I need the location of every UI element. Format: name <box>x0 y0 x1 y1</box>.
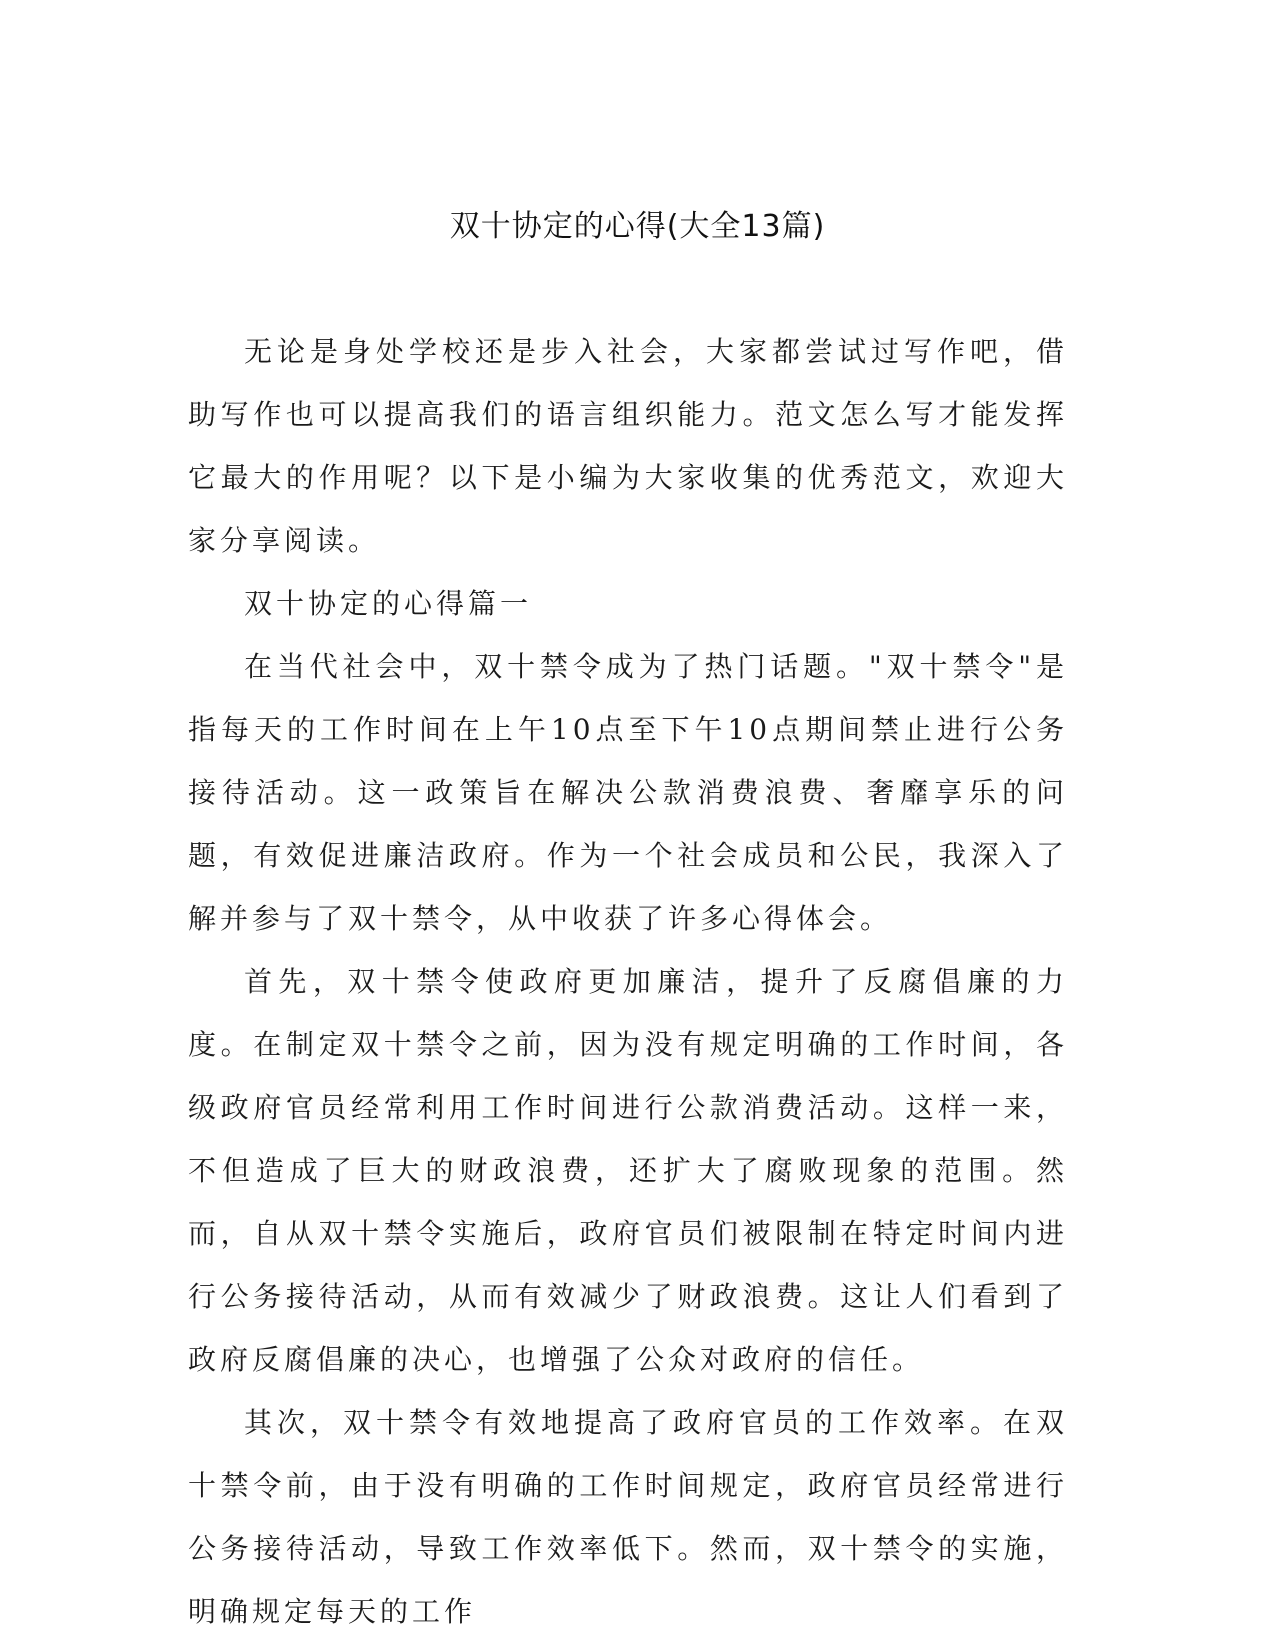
section-heading: 双十协定的心得篇一 <box>244 587 533 620</box>
document-title: 双十协定的心得(大全13篇) <box>449 209 826 244</box>
body-paragraph: 其次，双十禁令有效地提高了政府官员的工作效率。在双十禁令前，由于没有明确的工作时间规定，政府官员经常进行公务接待活动，导致工作效率低下。然而，双十禁令的实施，明确规定每天的工作 <box>188 1406 1068 1628</box>
intro-paragraph: 无论是身处学校还是步入社会，大家都尝试过写作吧，借助写作也可以提高我们的语言组织能力。范文怎么写才能发挥它最大的作用呢？以下是小编为大家收集的优秀范文，欢迎大家分享阅读。 <box>188 335 1068 557</box>
body-paragraph: 在当代社会中，双十禁令成为了热门话题。"双十禁令"是指每天的工作时间在上午10点至下午10点期间禁止进行公务接待活动。这一政策旨在解决公款消费浪费、奢靡享乐的问题，有效促进廉洁政府。作为一个社会成员和公民，我深入了解并参与了双十禁令，从中收获了许多心得体会。 <box>188 650 1068 935</box>
body-paragraph: 首先，双十禁令使政府更加廉洁，提升了反腐倡廉的力度。在制定双十禁令之前，因为没有规定明确的工作时间，各级政府官员经常利用工作时间进行公款消费活动。这样一来，不但造成了巨大的财政浪费，还扩大了腐败现象的范围。然而，自从双十禁令实施后，政府官员们被限制在特定时间内进行公务接待活动，从而有效减少了财政浪费。这让人们看到了政府反腐倡廉的决心，也增强了公众对政府的信任。 <box>188 965 1068 1376</box>
document-body <box>188 320 1068 1643</box>
